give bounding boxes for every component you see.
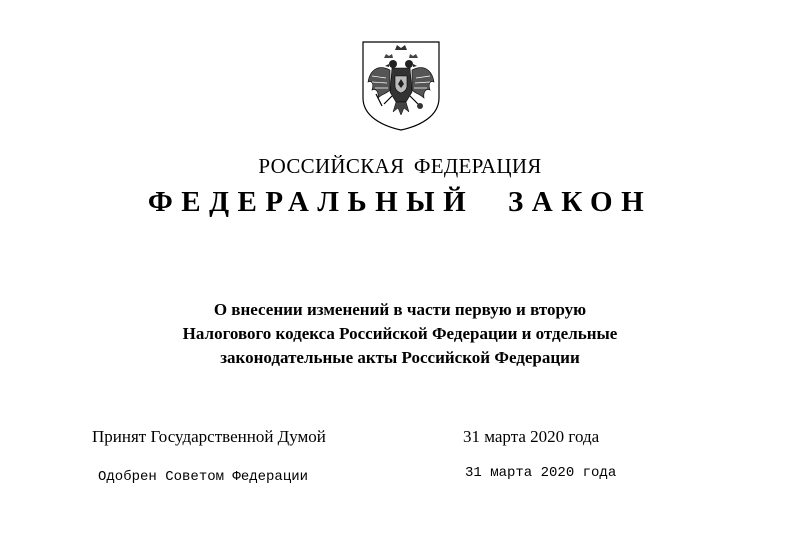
law-title-line: О внесении изменений в части первую и вторую	[213, 300, 587, 319]
document-type-heading: ФЕДЕРАЛЬНЫЙ ЗАКОН	[147, 186, 653, 218]
law-title-line: законодательные акты Российской Федерации	[220, 348, 580, 367]
adopted-by-duma-label: Принят Государственной Думой	[92, 427, 326, 446]
law-title	[0, 298, 800, 370]
russian-coat-of-arms-icon	[360, 40, 442, 132]
coat-of-arms-emblem	[360, 40, 442, 132]
adopted-date: 31 марта 2020 года	[463, 427, 600, 446]
country-name: РОССИЙСКАЯ ФЕДЕРАЦИЯ	[258, 154, 542, 178]
approved-by-council-label: Одобрен Советом Федерации	[98, 469, 309, 485]
approved-date: 31 марта 2020 года	[465, 465, 617, 481]
law-title-line: Налогового кодекса Российской Федерации и отдельные	[182, 324, 618, 343]
